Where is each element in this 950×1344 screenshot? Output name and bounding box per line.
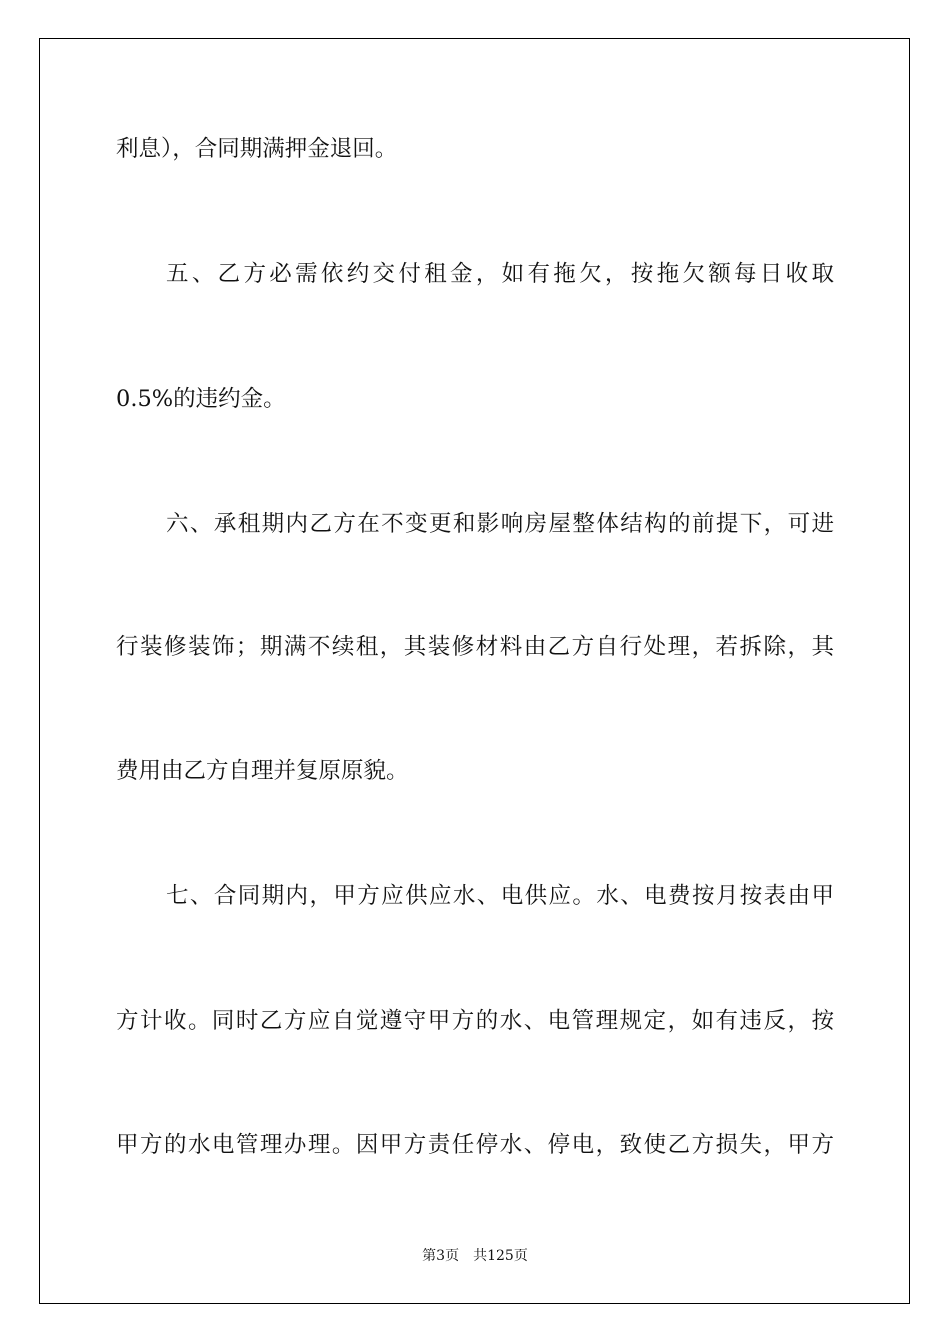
text-line-4: 六、承租期内乙方在不变更和影响房屋整体结构的前提下，可进 [166, 511, 834, 537]
page-number: 第3页 [422, 1248, 460, 1264]
page-footer [0, 1249, 950, 1263]
text-line-3: 0.5%的违约金。 [116, 386, 286, 412]
text-line-8: 方计收。同时乙方应自觉遵守甲方的水、电管理规定，如有违反，按 [116, 1008, 834, 1034]
text-line-9: 甲方的水电管理办理。因甲方责任停水、停电，致使乙方损失，甲方 [116, 1132, 834, 1158]
text-line-5: 行装修装饰；期满不续租，其装修材料由乙方自行处理，若拆除，其 [116, 634, 834, 660]
text-line-6: 费用由乙方自理并复原原貌。 [116, 758, 409, 784]
text-line-2: 五、乙方必需依约交付租金，如有拖欠，按拖欠额每日收取 [166, 261, 834, 287]
page-border [39, 38, 910, 1304]
page-total: 共125页 [473, 1248, 528, 1264]
text-line-1: 利息），合同期满押金退回。 [116, 136, 398, 162]
text-line-7: 七、合同期内，甲方应供应水、电供应。水、电费按月按表由甲 [166, 883, 834, 909]
